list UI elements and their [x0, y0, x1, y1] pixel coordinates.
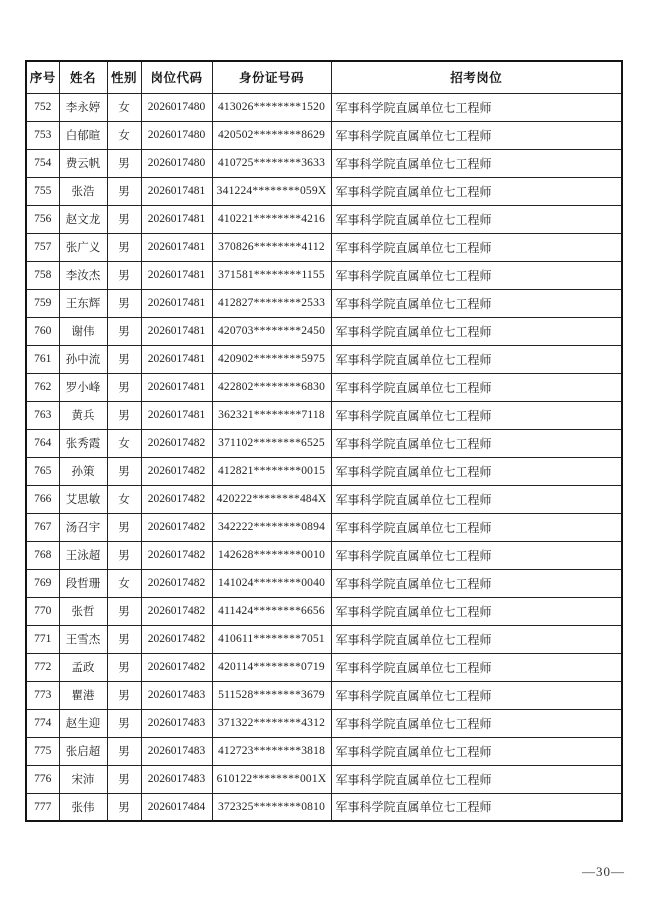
cell-gender: 男: [107, 709, 141, 737]
cell-serial: 761: [26, 345, 59, 373]
cell-serial: 776: [26, 765, 59, 793]
cell-serial: 765: [26, 457, 59, 485]
table-row: [26, 345, 622, 373]
cell-gender: 女: [107, 485, 141, 513]
cell-position-code: 2026017481: [141, 289, 212, 317]
cell-serial: 770: [26, 597, 59, 625]
cell-recruit-position: 军事科学院直属单位七工程师: [331, 261, 622, 289]
cell-serial: 753: [26, 121, 59, 149]
cell-id-number: 362321********7118: [212, 401, 331, 429]
cell-gender: 男: [107, 625, 141, 653]
cell-gender: 男: [107, 205, 141, 233]
table-row: [26, 317, 622, 345]
table-row: [26, 709, 622, 737]
cell-recruit-position: 军事科学院直属单位七工程师: [331, 345, 622, 373]
cell-position-code: 2026017482: [141, 513, 212, 541]
cell-gender: 男: [107, 597, 141, 625]
cell-gender: 男: [107, 373, 141, 401]
cell-name: 孟政: [59, 653, 107, 681]
cell-gender: 男: [107, 457, 141, 485]
table-row: [26, 597, 622, 625]
table-row: [26, 737, 622, 765]
cell-gender: 女: [107, 93, 141, 121]
cell-position-code: 2026017480: [141, 93, 212, 121]
cell-recruit-position: 军事科学院直属单位七工程师: [331, 681, 622, 709]
table-row: [26, 429, 622, 457]
header-row: [26, 61, 622, 93]
column-header-gender: 性别: [107, 61, 141, 93]
table-row: [26, 765, 622, 793]
cell-position-code: 2026017481: [141, 317, 212, 345]
column-header-name: 姓名: [59, 61, 107, 93]
cell-id-number: 420703********2450: [212, 317, 331, 345]
cell-serial: 754: [26, 149, 59, 177]
table-row: [26, 485, 622, 513]
cell-id-number: 371322********4312: [212, 709, 331, 737]
cell-recruit-position: 军事科学院直属单位七工程师: [331, 289, 622, 317]
cell-recruit-position: 军事科学院直属单位七工程师: [331, 205, 622, 233]
cell-serial: 752: [26, 93, 59, 121]
cell-name: 孙策: [59, 457, 107, 485]
table-row: [26, 261, 622, 289]
cell-name: 张启超: [59, 737, 107, 765]
cell-gender: 男: [107, 149, 141, 177]
cell-gender: 女: [107, 121, 141, 149]
cell-position-code: 2026017482: [141, 569, 212, 597]
cell-id-number: 370826********4112: [212, 233, 331, 261]
cell-id-number: 410725********3633: [212, 149, 331, 177]
cell-gender: 男: [107, 261, 141, 289]
cell-name: 瞿港: [59, 681, 107, 709]
cell-serial: 760: [26, 317, 59, 345]
cell-serial: 777: [26, 793, 59, 821]
table-row: [26, 457, 622, 485]
cell-name: 张哲: [59, 597, 107, 625]
cell-serial: 755: [26, 177, 59, 205]
cell-name: 王东辉: [59, 289, 107, 317]
cell-serial: 757: [26, 233, 59, 261]
column-header-position-code: 岗位代码: [141, 61, 212, 93]
cell-name: 张广义: [59, 233, 107, 261]
cell-id-number: 142628********0010: [212, 541, 331, 569]
cell-name: 张浩: [59, 177, 107, 205]
cell-position-code: 2026017483: [141, 737, 212, 765]
cell-name: 赵文龙: [59, 205, 107, 233]
table-row: [26, 793, 622, 821]
cell-name: 赵生迎: [59, 709, 107, 737]
cell-serial: 773: [26, 681, 59, 709]
cell-gender: 男: [107, 653, 141, 681]
cell-id-number: 410221********4216: [212, 205, 331, 233]
cell-serial: 756: [26, 205, 59, 233]
cell-id-number: 342222********0894: [212, 513, 331, 541]
cell-serial: 762: [26, 373, 59, 401]
cell-name: 宋沛: [59, 765, 107, 793]
cell-id-number: 420502********8629: [212, 121, 331, 149]
table-row: [26, 205, 622, 233]
cell-id-number: 413026********1520: [212, 93, 331, 121]
cell-gender: 男: [107, 289, 141, 317]
cell-serial: 769: [26, 569, 59, 597]
cell-serial: 772: [26, 653, 59, 681]
cell-name: 段哲珊: [59, 569, 107, 597]
cell-position-code: 2026017483: [141, 765, 212, 793]
cell-recruit-position: 军事科学院直属单位七工程师: [331, 485, 622, 513]
cell-gender: 男: [107, 765, 141, 793]
cell-serial: 768: [26, 541, 59, 569]
cell-id-number: 420222********484X: [212, 485, 331, 513]
cell-position-code: 2026017480: [141, 121, 212, 149]
cell-recruit-position: 军事科学院直属单位七工程师: [331, 149, 622, 177]
table-header: [26, 61, 622, 93]
cell-gender: 男: [107, 541, 141, 569]
cell-serial: 763: [26, 401, 59, 429]
cell-name: 李汝杰: [59, 261, 107, 289]
column-header-id-number: 身份证号码: [212, 61, 331, 93]
cell-gender: 男: [107, 793, 141, 821]
cell-name: 艾思敏: [59, 485, 107, 513]
cell-position-code: 2026017483: [141, 681, 212, 709]
cell-position-code: 2026017482: [141, 653, 212, 681]
cell-id-number: 141024********0040: [212, 569, 331, 597]
cell-position-code: 2026017482: [141, 541, 212, 569]
cell-serial: 758: [26, 261, 59, 289]
table-row: [26, 625, 622, 653]
cell-serial: 771: [26, 625, 59, 653]
cell-recruit-position: 军事科学院直属单位七工程师: [331, 317, 622, 345]
cell-position-code: 2026017481: [141, 261, 212, 289]
cell-position-code: 2026017481: [141, 345, 212, 373]
cell-recruit-position: 军事科学院直属单位七工程师: [331, 709, 622, 737]
cell-position-code: 2026017481: [141, 373, 212, 401]
cell-name: 王雪杰: [59, 625, 107, 653]
cell-serial: 774: [26, 709, 59, 737]
table-row: [26, 289, 622, 317]
cell-serial: 766: [26, 485, 59, 513]
candidate-roster-table: [25, 60, 623, 822]
cell-recruit-position: 军事科学院直属单位七工程师: [331, 793, 622, 821]
cell-recruit-position: 军事科学院直属单位七工程师: [331, 429, 622, 457]
cell-position-code: 2026017481: [141, 233, 212, 261]
cell-id-number: 412821********0015: [212, 457, 331, 485]
cell-recruit-position: 军事科学院直属单位七工程师: [331, 625, 622, 653]
cell-position-code: 2026017481: [141, 177, 212, 205]
cell-recruit-position: 军事科学院直属单位七工程师: [331, 541, 622, 569]
page-number: —30—: [582, 864, 625, 879]
table-row: [26, 569, 622, 597]
cell-gender: 男: [107, 233, 141, 261]
cell-recruit-position: 军事科学院直属单位七工程师: [331, 737, 622, 765]
cell-id-number: 371581********1155: [212, 261, 331, 289]
cell-recruit-position: 军事科学院直属单位七工程师: [331, 513, 622, 541]
cell-gender: 男: [107, 513, 141, 541]
cell-recruit-position: 军事科学院直属单位七工程师: [331, 93, 622, 121]
cell-recruit-position: 军事科学院直属单位七工程师: [331, 765, 622, 793]
cell-id-number: 412723********3818: [212, 737, 331, 765]
cell-recruit-position: 军事科学院直属单位七工程师: [331, 373, 622, 401]
cell-name: 张秀霞: [59, 429, 107, 457]
cell-position-code: 2026017481: [141, 205, 212, 233]
cell-gender: 男: [107, 681, 141, 709]
cell-name: 王泳超: [59, 541, 107, 569]
cell-id-number: 372325********0810: [212, 793, 331, 821]
cell-position-code: 2026017482: [141, 485, 212, 513]
cell-gender: 男: [107, 401, 141, 429]
cell-name: 李永婷: [59, 93, 107, 121]
cell-name: 罗小峰: [59, 373, 107, 401]
cell-id-number: 341224********059X: [212, 177, 331, 205]
cell-recruit-position: 军事科学院直属单位七工程师: [331, 121, 622, 149]
cell-gender: 男: [107, 737, 141, 765]
cell-name: 黄兵: [59, 401, 107, 429]
cell-gender: 男: [107, 177, 141, 205]
cell-serial: 759: [26, 289, 59, 317]
cell-id-number: 411424********6656: [212, 597, 331, 625]
cell-recruit-position: 军事科学院直属单位七工程师: [331, 177, 622, 205]
table-row: [26, 233, 622, 261]
cell-position-code: 2026017482: [141, 597, 212, 625]
cell-name: 费云帆: [59, 149, 107, 177]
cell-recruit-position: 军事科学院直属单位七工程师: [331, 401, 622, 429]
cell-name: 汤召宇: [59, 513, 107, 541]
cell-id-number: 422802********6830: [212, 373, 331, 401]
cell-gender: 女: [107, 569, 141, 597]
cell-gender: 男: [107, 345, 141, 373]
cell-gender: 男: [107, 317, 141, 345]
cell-position-code: 2026017482: [141, 625, 212, 653]
cell-name: 谢伟: [59, 317, 107, 345]
cell-position-code: 2026017481: [141, 401, 212, 429]
table-row: [26, 513, 622, 541]
cell-gender: 女: [107, 429, 141, 457]
cell-position-code: 2026017480: [141, 149, 212, 177]
cell-recruit-position: 军事科学院直属单位七工程师: [331, 597, 622, 625]
cell-id-number: 412827********2533: [212, 289, 331, 317]
table-row: [26, 541, 622, 569]
cell-id-number: 420902********5975: [212, 345, 331, 373]
table-row: [26, 681, 622, 709]
table-row: [26, 401, 622, 429]
cell-id-number: 610122********001X: [212, 765, 331, 793]
cell-recruit-position: 军事科学院直属单位七工程师: [331, 457, 622, 485]
cell-serial: 767: [26, 513, 59, 541]
cell-id-number: 420114********0719: [212, 653, 331, 681]
column-header-serial: 序号: [26, 61, 59, 93]
cell-name: 张伟: [59, 793, 107, 821]
table-row: [26, 177, 622, 205]
cell-id-number: 511528********3679: [212, 681, 331, 709]
table-body: [26, 93, 622, 821]
column-header-recruit-position: 招考岗位: [331, 61, 622, 93]
table-row: [26, 149, 622, 177]
cell-position-code: 2026017482: [141, 429, 212, 457]
table-row: [26, 653, 622, 681]
table-row: [26, 121, 622, 149]
cell-serial: 764: [26, 429, 59, 457]
cell-serial: 775: [26, 737, 59, 765]
table-row: [26, 373, 622, 401]
table-row: [26, 93, 622, 121]
cell-position-code: 2026017483: [141, 709, 212, 737]
cell-position-code: 2026017484: [141, 793, 212, 821]
cell-id-number: 410611********7051: [212, 625, 331, 653]
cell-name: 孙中流: [59, 345, 107, 373]
cell-id-number: 371102********6525: [212, 429, 331, 457]
cell-position-code: 2026017482: [141, 457, 212, 485]
cell-recruit-position: 军事科学院直属单位七工程师: [331, 653, 622, 681]
cell-name: 白郁暄: [59, 121, 107, 149]
cell-recruit-position: 军事科学院直属单位七工程师: [331, 569, 622, 597]
cell-recruit-position: 军事科学院直属单位七工程师: [331, 233, 622, 261]
